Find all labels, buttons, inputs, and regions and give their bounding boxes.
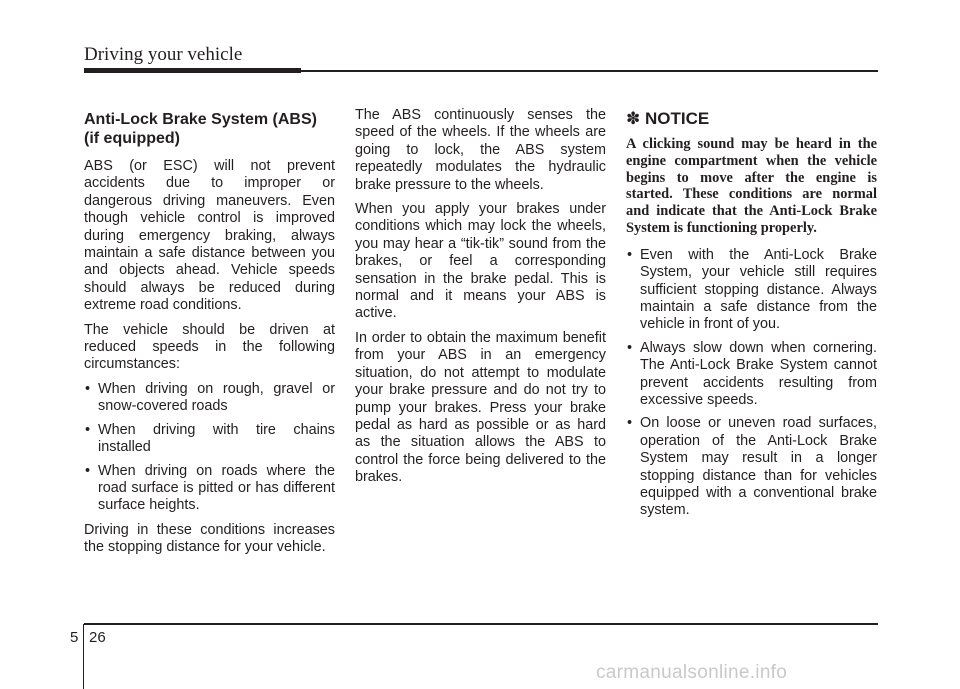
footer-divider [83,624,84,689]
notice-lead: A clicking sound may be heard in the engine compartment when the vehicle begins to move after the engine is started. These conditions are normal and indicate that the Anti-Lock Brake System is functioning properly. [626,136,877,236]
header-rule-thick [84,68,301,73]
bullet-list [626,247,877,520]
watermark: carmanualsonline.info [596,662,788,683]
list-item [626,247,877,334]
paragraph: ABS (or ESC) will not prevent accidents due to improper or dangerous driving maneuvers. Even though vehicle control is improved during emergency braking, always maintain a safe distance between you and objects ahead. Vehicle speeds should always be reduced during extreme road conditions. [84,158,335,314]
list-item-text: Always slow down when cornering. The Anti-Lock Brake System cannot prevent accidents resulting from excessive speeds. [640,339,877,409]
list-item-text: When driving on roads where the road surface is pitted or has different surface heights. [98,462,335,514]
chapter-number: 5 [70,629,79,646]
column-abs-operation [355,107,606,494]
list-item [626,340,877,410]
bullet-icon: • [627,339,633,356]
bullet-icon: • [85,380,91,397]
list-item [626,415,877,519]
bullet-icon: • [85,421,91,438]
page-number: 26 [89,629,106,646]
bullet-list [84,381,335,515]
paragraph: The ABS continuously senses the speed of the wheels. If the wheels are going to lock, the ABS system repeatedly modulates the hydraulic brake pressure to the wheels. [355,107,606,193]
list-item-text: When driving on rough, gravel or snow-covered roads [98,380,335,415]
bullet-icon: • [85,462,91,479]
paragraph: The vehicle should be driven at reduced speeds in the following circumstances: [84,321,335,373]
footer-rule [84,623,878,625]
list-item [84,422,335,457]
list-item [84,381,335,416]
column-notice [626,107,877,527]
list-item-text: On loose or uneven road surfaces, operation of the Anti-Lock Brake System may result in a longer stopping distance than for vehicles equipped with a conventional brake system. [640,415,877,519]
bullet-icon: • [627,415,633,432]
bullet-icon: • [627,246,633,263]
column-abs-intro [84,110,335,564]
paragraph: In order to obtain the maximum benefit from your ABS in an emergency situation, do not attempt to modulate your brake pressure and do not try to pump your brakes. Press your brake pedal as hard as possible or as hard as the situation allows the ABS to control the force being delivered to the brakes. [355,329,606,486]
page-header-title: Driving your vehicle [84,44,243,65]
list-item [84,463,335,515]
paragraph: Driving in these conditions increases the stopping distance for your vehicle. [84,521,335,556]
list-item-text: When driving with tire chains installed [98,421,335,456]
section-heading: Anti-Lock Brake System (ABS) (if equipped) [84,111,317,147]
notice-title: ✽ NOTICE [626,109,710,128]
list-item-text: Even with the Anti-Lock Brake System, your vehicle still requires sufficient stopping distance. Always maintain a safe distance from the vehicle in front of you. [640,246,877,333]
paragraph: When you apply your brakes under conditions which may lock the wheels, you may hear a “tik-tik” sound from the brakes, or feel a corresponding sensation in the brake pedal. This is normal and it means your ABS is active. [355,201,606,322]
header-rule-thin [301,70,878,72]
